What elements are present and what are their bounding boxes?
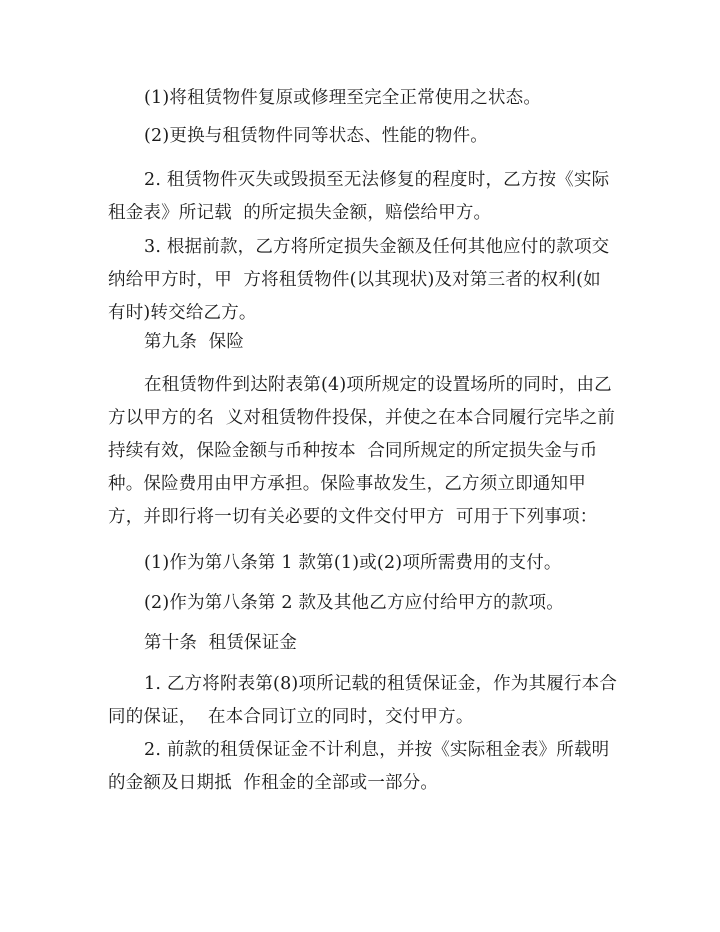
paragraph-clause-3-transfer: 3. 根据前款，乙方将所定损失金额及任何其他应付的款项交纳给甲方时，甲 方将租赁物件(以其现状)及对第三者的权利(如有时)转交给乙方。 (108, 237, 610, 323)
paragraph-insurance-use-1: (1)作为第八条第 1 款第(1)或(2)项所需费用的支付。 (144, 553, 562, 573)
paragraph-insurance-use-2: (2)作为第八条第 2 款及其他乙方应付给甲方的款项。 (144, 593, 564, 613)
paragraph-insurance-body: 在租赁物件到达附表第(4)项所规定的设置场所的同时，由乙方以甲方的名 义对租赁物件投保，并使之在本合同履行完毕之前持续有效，保险金额与币种按本 合同所规定的所定损失金与币种。保险费用由甲方承担。保险事故发生，乙方须立即通知甲方，并即行将一切有关必要的文件交付甲方 可用于下列事项： (108, 375, 616, 527)
paragraph-deposit-clause-1: 1. 乙方将附表第(8)项所记载的租赁保证金，作为其履行本合同的保证， 在本合同订立的同时，交付甲方。 (108, 674, 618, 727)
heading-article-10-deposit: 第十条 租赁保证金 (144, 633, 298, 653)
heading-article-9-insurance: 第九条 保险 (144, 332, 245, 352)
paragraph-deposit-clause-2: 2. 前款的租赁保证金不计利息，并按《实际租金表》所载明的金额及日期抵 作租金的全部或一部分。 (108, 740, 610, 793)
paragraph-restore-item: (1)将租赁物件复原或修理至完全正常使用之状态。 (144, 88, 542, 108)
paragraph-replace-item: (2)更换与租赁物件同等状态、性能的物件。 (144, 126, 488, 146)
paragraph-clause-2-loss: 2. 租赁物件灭失或毁损至无法修复的程度时，乙方按《实际租金表》所记载 的所定损失金额，赔偿给甲方。 (108, 170, 610, 223)
